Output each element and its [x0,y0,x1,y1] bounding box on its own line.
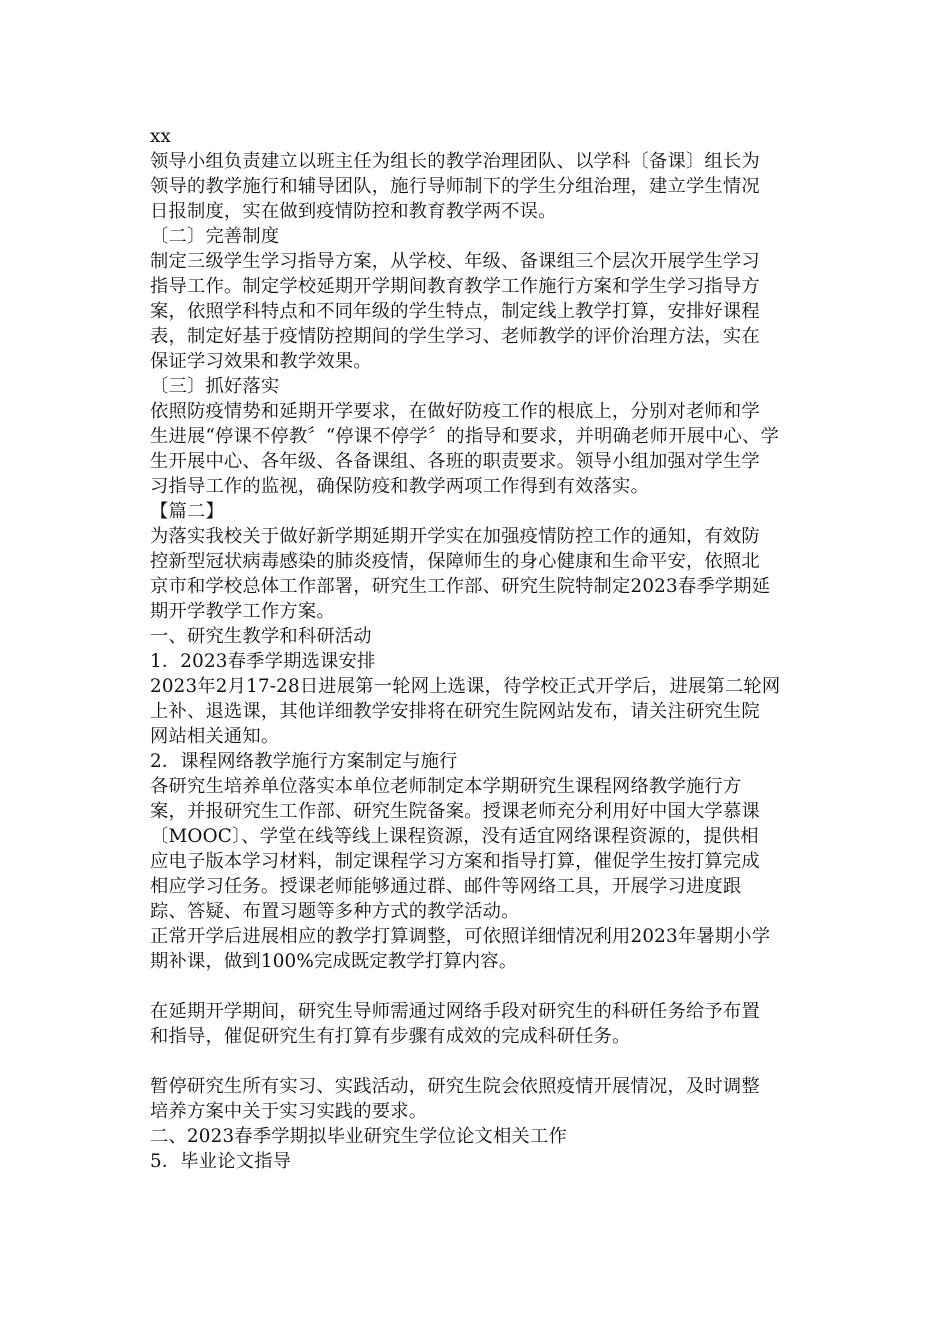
subsection-heading: 5．毕业论文指导 [150,1151,292,1172]
text-line: 制定三级学生学习指导方案，从学校、年级、备课组三个层次开展学生学习 [150,251,760,272]
text-line: 在延期开学期间，研究生导师需通过网络手段对研究生的科研任务给予布置 [150,1001,760,1022]
text-line: 表，制定好基于疫情防控期间的学生学习、老师教学的评价治理方法，实在 [150,326,760,347]
section-heading: 〔二〕完善制度 [150,226,280,247]
text-line: 暂停研究生所有实习、实践活动，研究生院会依照疫情开展情况，及时调整 [150,1076,760,1097]
blank-line [150,974,810,999]
section-heading: 一、研究生教学和科研活动 [150,626,372,647]
text-line: 日报制度，实在做到疫情防控和教育教学两不误。 [150,201,557,222]
text-line: 京市和学校总体工作部署，研究生工作部、研究生院特制定2023春季学期延 [150,576,771,597]
text-line: 保证学习效果和教学效果。 [150,351,372,372]
text-line: 领导小组负责建立以班主任为组长的教学治理团队、以学科〔备课〕组长为 [150,151,760,172]
section-heading: 〔三〕抓好落实 [150,376,280,397]
text-line: 各研究生培养单位落实本单位老师制定本学期研究生课程网络教学施行方 [150,776,742,797]
subsection-heading: 1．2023春季学期选课安排 [150,651,376,672]
text-line: 领导的教学施行和辅导团队，施行导师制下的学生分组治理，建立学生情况 [150,176,760,197]
subsection-heading: 2．课程网络教学施行方案制定与施行 [150,751,458,772]
text-line: 正常开学后进展相应的教学打算调整，可依照详细情况利用2023年暑期小学 [150,926,771,947]
blank-line [150,1049,810,1074]
text-line: 生开展中心、各年级、各备课组、各班的职责要求。领导小组加强对学生学 [150,451,760,472]
text-line: 控新型冠状病毒感染的肺炎疫情，保障师生的身心健康和生命平安，依照北 [150,551,760,572]
text-line: 网站相关通知。 [150,726,280,747]
text-line: 上补、退选课，其他详细教学安排将在研究生院网站发布，请关注研究生院 [150,701,760,722]
text-line: 期补课，做到100%完成既定教学打算内容。 [150,951,518,972]
text-line: 应电子版本学习材料，制定课程学习方案和指导打算，催促学生按打算完成 [150,851,760,872]
text-line: 期开学教学工作方案。 [150,601,335,622]
text-line: 生进展“停课不停教〞“停课不停学〞的指导和要求，并明确老师开展中心、学 [150,426,779,447]
text-line: 指导工作。制定学校延期开学期间教育教学工作施行方案和学生学习指导方 [150,276,760,297]
text-line: 培养方案中关于实习实践的要求。 [150,1101,428,1122]
text-line: 相应学习任务。授课老师能够通过群、邮件等网络工具，开展学习进度跟 [150,876,742,897]
text-line: 为落实我校关于做好新学期延期开学实在加强疫情防控工作的通知，有效防 [150,526,760,547]
text-line: 和指导，催促研究生有打算有步骤有成效的完成科研任务。 [150,1026,631,1047]
text-line: 案，依照学科特点和不同年级的学生特点，制定线上教学打算，安排好课程 [150,301,760,322]
text-line: 案，并报研究生工作部、研究生院备案。授课老师充分利用好中国大学慕课 [150,801,760,822]
document-body [150,124,810,1174]
text-line: 踪、答疑、布置习题等多种方式的教学活动。 [150,901,520,922]
text-line: 〔MOOC〕、学堂在线等线上课程资源，没有适宜网络课程资源的，提供相 [150,826,759,847]
text-line: xx [150,126,172,147]
section-heading: 二、2023春季学期拟毕业研究生学位论文相关工作 [150,1126,567,1147]
text-line: 2023年2月17-28日进展第一轮网上选课，待学校正式开学后，进展第二轮网 [150,676,781,697]
part-heading: 【篇二】 [150,501,224,522]
text-line: 依照防疫情势和延期开学要求，在做好防疫工作的根底上，分别对老师和学 [150,401,760,422]
text-line: 习指导工作的监视，确保防疫和教学两项工作得到有效落实。 [150,476,649,497]
